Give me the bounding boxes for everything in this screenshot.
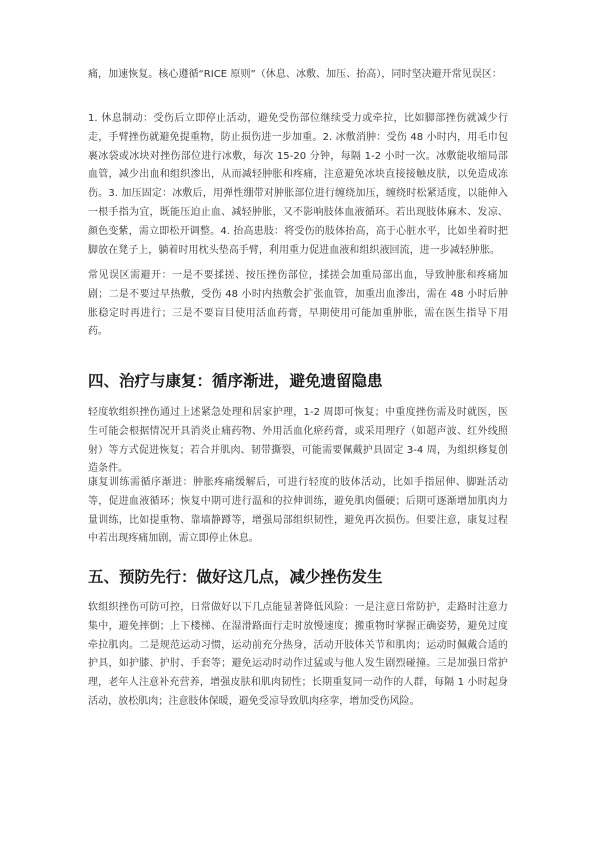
rehab-paragraph: 康复训练需循序渐进：肿胀疼痛缓解后，可进行轻度的肢体活动，比如手指屈伸、脚趾活动等，促进血液循环；恢复中期可进行温和的拉伸训练，避免肌肉僵硬；后期可逐渐增加肌肉力量训练，比如提重物、靠墙静蹲等，增强局部组织韧性，避免再次损伤。但要注意，康复过程中若出现疼痛加剧，需立即停止休息。: [88, 477, 508, 545]
intro-paragraph: 痛，加速恢复。核心遵循“RICE 原则”（休息、冰敷、加压、抬高），同时坚决避开常见误区：: [88, 69, 502, 80]
rice-steps-paragraph: 1. 休息制动：受伤后立即停止活动，避免受伤部位继续受力或牵拉，比如脚部挫伤就减少行走，手臂挫伤就避免提重物，防止损伤进一步加重。2. 冰敷消肿：受伤 48 小时内，用毛巾包裹冰袋或冰块对挫伤部位进行冰敷，每次 15-20 分钟，每隔 1-2 小时一次。冰敷能收缩局部血管，减少出血和组织渗出，从而减轻肿胀和疼痛，注意避免冰块直接接触皮肤，以免造成冻伤。3. 加压固定：冰敷后，用弹性绷带对肿胀部位进行缠绕加压，缠绕时松紧适度，以能伸入一根手指为宜，既能压迫止血、减轻肿胀，又不影响肢体血液循环。若出现肢体麻木、发凉、颜色变紫，需立即松开调整。4. 抬高患肢：将受伤的肢体抬高，高于心脏水平，比如坐着时把脚放在凳子上，躺着时用枕头垫高手臂，利用重力促进血液和组织液回流，进一步减轻肿胀。: [88, 113, 508, 256]
treatment-paragraph: 轻度软组织挫伤通过上述紧急处理和居家护理，1-2 周即可恢复；中重度挫伤需及时就医，医生可能会根据情况开具消炎止痛药物、外用活血化瘀药膏，或采用理疗（如超声波、红外线照射）等方式促进恢复；若合并肌肉、韧带撕裂，可能需要佩戴护具固定 3-4 周，为组织修复创造条件。: [88, 407, 508, 475]
section-heading-treatment: 四、治疗与康复：循序渐进，避免遗留隐患: [88, 372, 383, 390]
prevention-paragraph: 软组织挫伤可防可控，日常做好以下几点能显著降低风险：一是注意日常防护，走路时注意力集中，避免摔倒；上下楼梯、在湿滑路面行走时放慢速度；搬重物时掌握正确姿势，避免过度牵拉肌肉。二是规范运动习惯，运动前充分热身，活动开肢体关节和肌肉；运动时佩戴合适的护具，如护膝、护肘、手套等；避免运动时动作过猛或与他人发生剧烈碰撞。三是加强日常护理，老年人注意补充营养，增强皮肤和肌肉韧性；长期重复同一动作的人群，每隔 1 小时起身活动，放松肌肉；注意肢体保暖，避免受凉导致肌肉痉挛，增加受伤风险。: [88, 602, 508, 707]
misconceptions-paragraph: 常见误区需避开：一是不要揉搓、按压挫伤部位，揉搓会加重局部出血，导致肿胀和疼痛加剧；二是不要过早热敷，受伤 48 小时内热敷会扩张血管，加重出血渗出，需在 48 小时后肿胀稳定时再进行；三是不要盲目使用活血药膏，早期使用可能加重肿胀，需在医生指导下用药。: [88, 270, 508, 338]
section-heading-prevention: 五、预防先行：做好这几点，减少挫伤发生: [88, 568, 383, 586]
